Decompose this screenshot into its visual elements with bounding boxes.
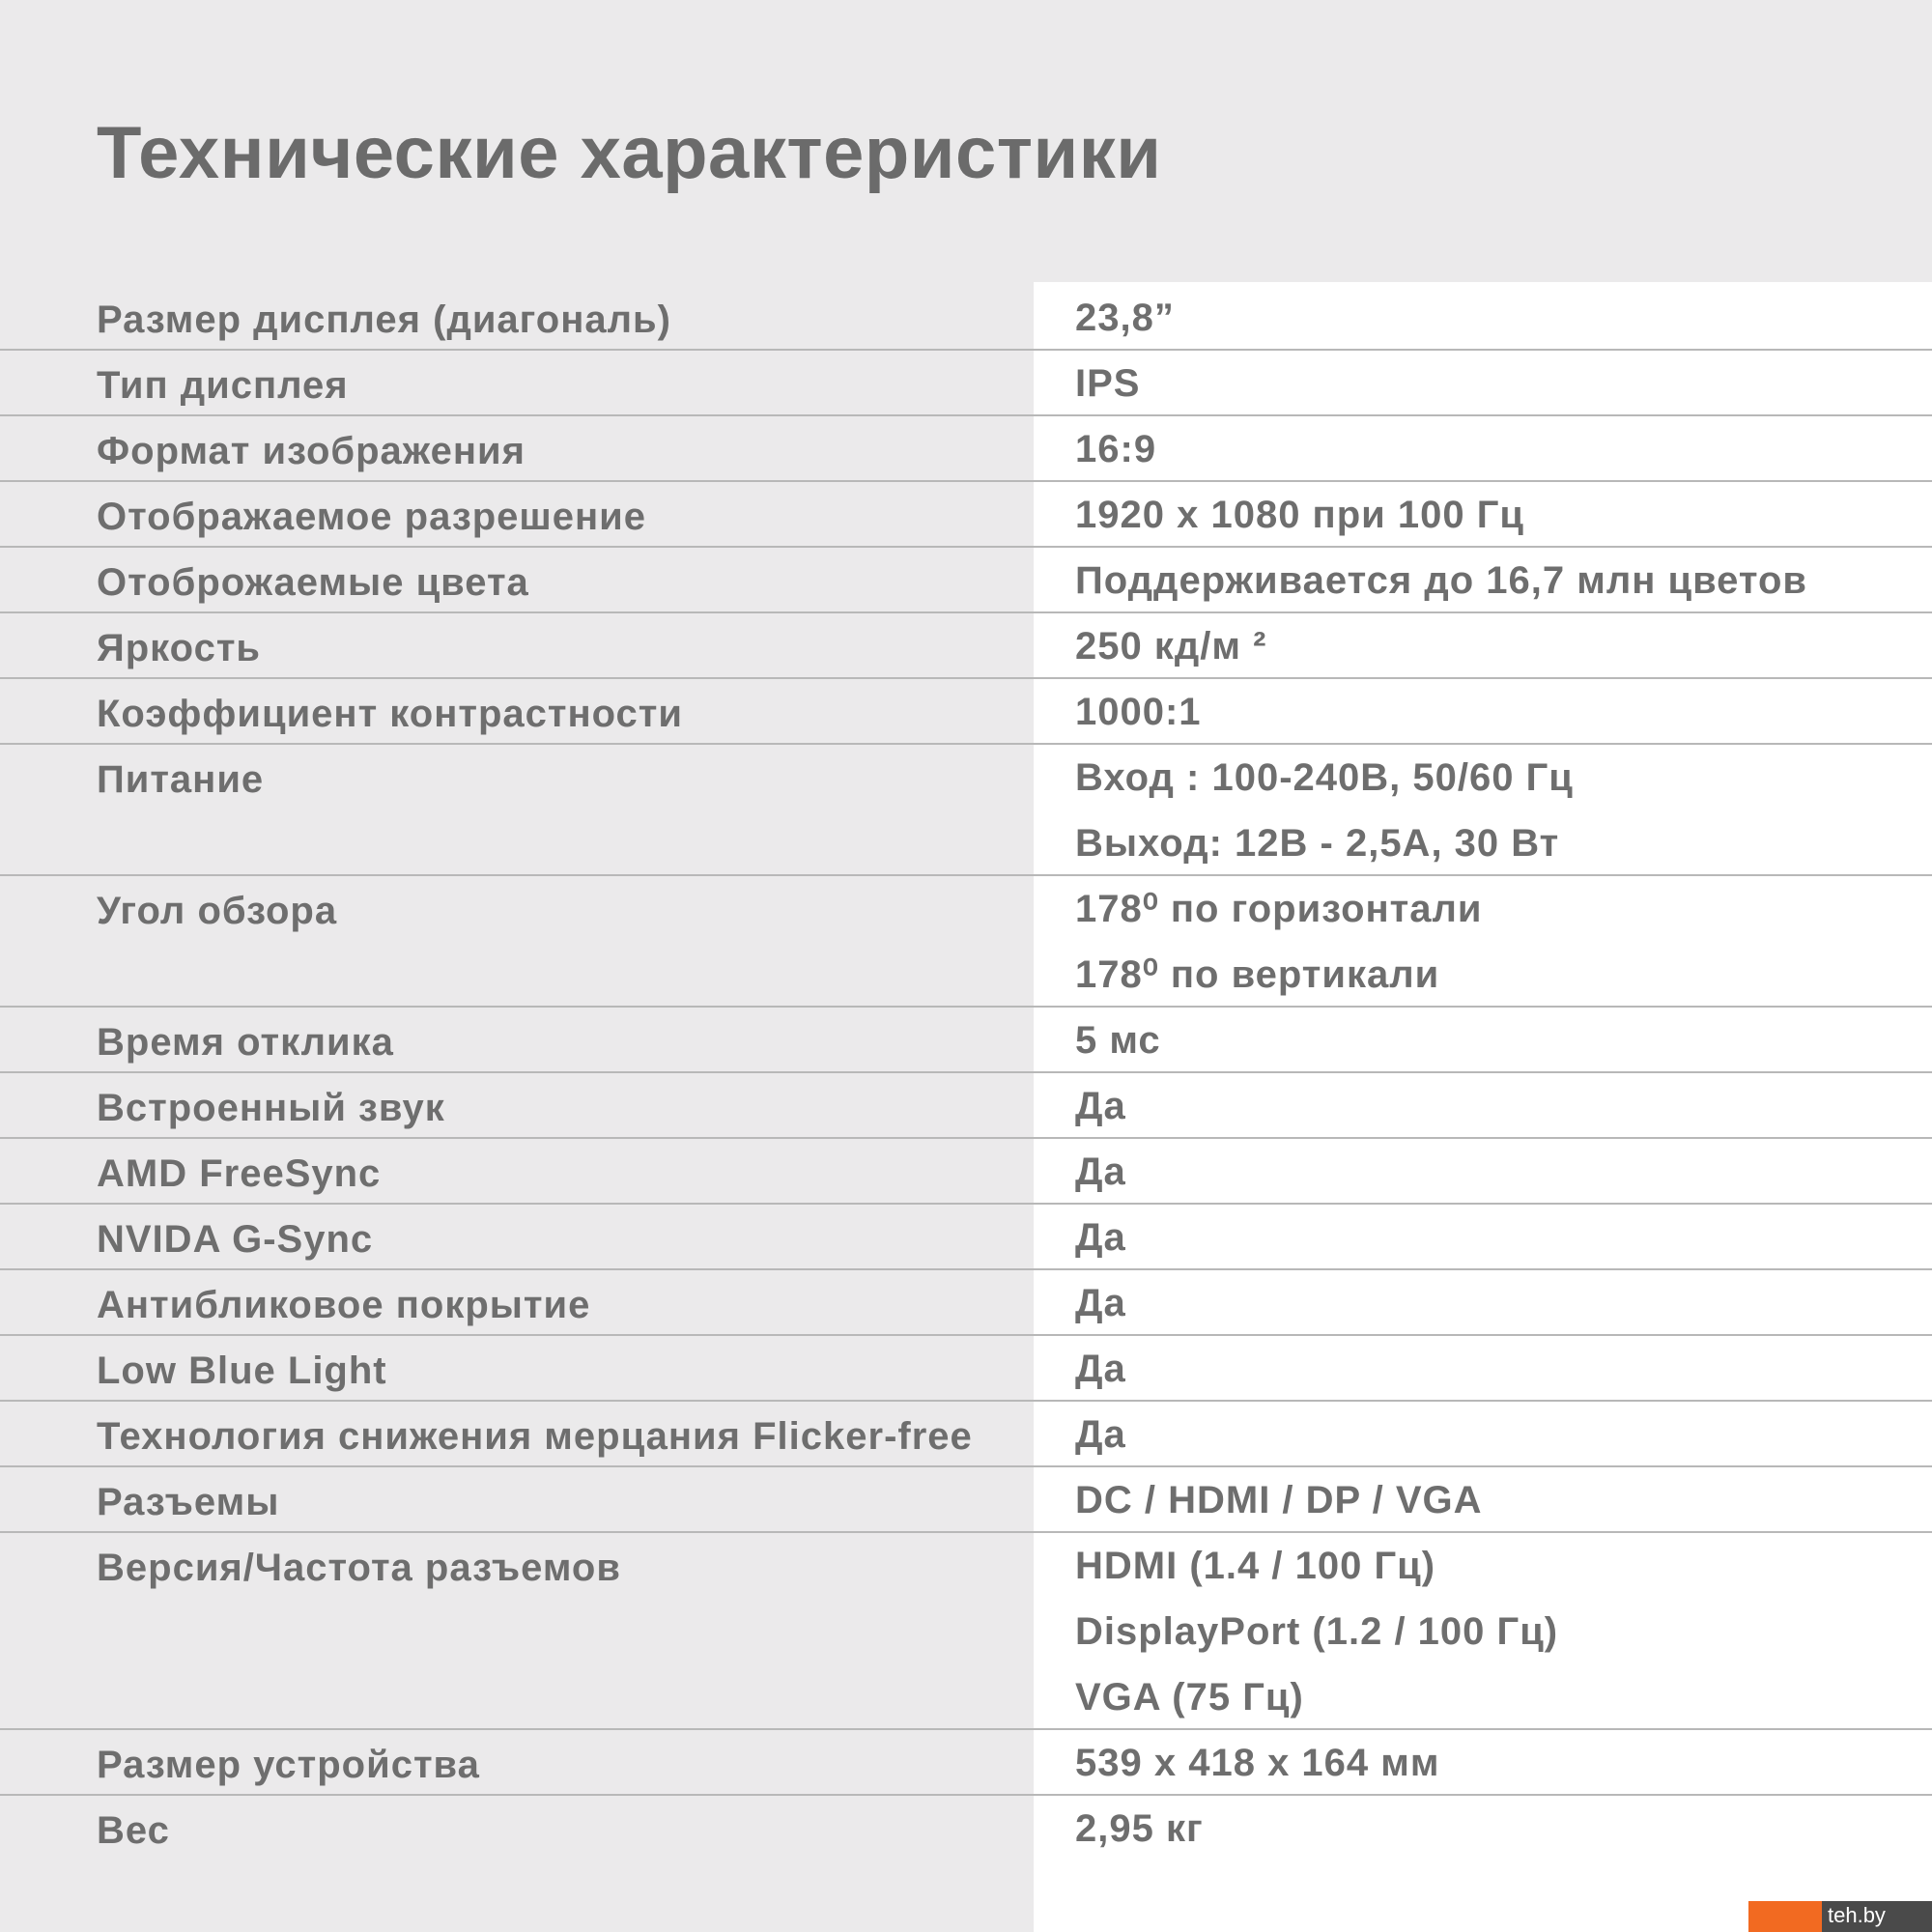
spec-values <box>1075 1087 1126 1139</box>
spec-values <box>1075 1809 1204 1861</box>
spec-row <box>0 1336 1932 1402</box>
spec-row <box>0 548 1932 613</box>
spec-values <box>1075 1350 1126 1402</box>
spec-label: Антибликовое покрытие <box>97 1284 591 1326</box>
spec-label: Технология снижения мерцания Flicker-free <box>97 1415 973 1458</box>
spec-row <box>0 1139 1932 1205</box>
spec-label: Отоброжаемые цвета <box>97 561 529 604</box>
spec-value: 23,8” <box>1075 297 1175 339</box>
spec-label: Питание <box>97 758 265 801</box>
spec-row <box>0 1467 1932 1533</box>
spec-row <box>0 1533 1932 1730</box>
spec-values <box>1075 1218 1126 1270</box>
watermark-text: teh.by <box>1828 1903 1886 1927</box>
spec-label: Отображаемое разрешение <box>97 496 646 538</box>
spec-row <box>0 1402 1932 1467</box>
spec-row <box>0 1073 1932 1139</box>
spec-value: Да <box>1075 1216 1126 1259</box>
spec-label: Размер устройства <box>97 1744 480 1786</box>
site-watermark <box>1748 1901 1932 1932</box>
spec-value: 2,95 кг <box>1075 1807 1204 1850</box>
spec-label: Low Blue Light <box>97 1350 387 1392</box>
spec-values <box>1075 758 1574 876</box>
spec-values <box>1075 1284 1126 1336</box>
spec-values <box>1075 693 1202 745</box>
spec-value: 1920 x 1080 при 100 Гц <box>1075 494 1524 536</box>
spec-value: HDMI (1.4 / 100 Гц) <box>1075 1545 1436 1587</box>
spec-row <box>0 416 1932 482</box>
spec-value: Выход: 12В - 2,5А, 30 Вт <box>1075 822 1560 865</box>
spec-value: DC / HDMI / DP / VGA <box>1075 1479 1483 1521</box>
spec-label: Разъемы <box>97 1481 280 1523</box>
spec-label: Формат изображения <box>97 430 526 472</box>
spec-values <box>1075 627 1266 679</box>
spec-value: 178⁰ по горизонтали <box>1075 888 1483 930</box>
spec-table <box>0 285 1932 1861</box>
spec-value: IPS <box>1075 362 1141 405</box>
spec-label: Яркость <box>97 627 262 669</box>
spec-values <box>1075 364 1140 416</box>
spec-values <box>1075 1547 1558 1730</box>
spec-row <box>0 1205 1932 1270</box>
spec-value: Вход : 100-240В, 50/60 Гц <box>1075 756 1574 799</box>
spec-values <box>1075 1481 1483 1533</box>
spec-label: Размер дисплея (диагональ) <box>97 298 671 341</box>
spec-label: Угол обзора <box>97 890 338 932</box>
spec-value: 5 мс <box>1075 1019 1161 1062</box>
spec-row <box>0 285 1932 351</box>
spec-value: Да <box>1075 1282 1126 1324</box>
spec-label: Тип дисплея <box>97 364 349 407</box>
spec-value: DisplayPort (1.2 / 100 Гц) <box>1075 1610 1559 1653</box>
spec-value: VGA (75 Гц) <box>1075 1676 1304 1719</box>
spec-values <box>1075 430 1156 482</box>
spec-value: 16:9 <box>1075 428 1157 470</box>
spec-row <box>0 1008 1932 1073</box>
spec-label: NVIDA G-Sync <box>97 1218 374 1261</box>
spec-values <box>1075 1152 1126 1205</box>
spec-row <box>0 482 1932 548</box>
spec-row <box>0 1796 1932 1861</box>
spec-value: 178⁰ по вертикали <box>1075 953 1440 996</box>
spec-row <box>0 679 1932 745</box>
spec-value: Да <box>1075 1348 1126 1390</box>
page-title: Технические характеристики <box>97 112 1162 194</box>
spec-values <box>1075 1415 1126 1467</box>
spec-row <box>0 613 1932 679</box>
spec-values <box>1075 1021 1161 1073</box>
spec-label: Вес <box>97 1809 170 1852</box>
spec-values <box>1075 298 1175 351</box>
spec-row <box>0 745 1932 876</box>
spec-label: Встроенный звук <box>97 1087 445 1129</box>
spec-row <box>0 1270 1932 1336</box>
spec-label: Время отклика <box>97 1021 394 1064</box>
spec-label: Версия/Частота разъемов <box>97 1547 621 1589</box>
spec-value: Да <box>1075 1413 1126 1456</box>
spec-row <box>0 1730 1932 1796</box>
spec-values <box>1075 496 1524 548</box>
spec-value: Да <box>1075 1151 1126 1193</box>
spec-values <box>1075 890 1483 1008</box>
spec-value: Да <box>1075 1085 1126 1127</box>
spec-value: 1000:1 <box>1075 691 1202 733</box>
spec-values <box>1075 1744 1439 1796</box>
spec-label: Коэффициент контрастности <box>97 693 683 735</box>
spec-row <box>0 876 1932 1008</box>
spec-label: AMD FreeSync <box>97 1152 382 1195</box>
spec-value: 250 кд/м ² <box>1075 625 1267 668</box>
spec-values <box>1075 561 1807 613</box>
spec-value: 539 x 418 x 164 мм <box>1075 1742 1440 1784</box>
spec-value: Поддерживается до 16,7 млн цветов <box>1075 559 1807 602</box>
spec-row <box>0 351 1932 416</box>
